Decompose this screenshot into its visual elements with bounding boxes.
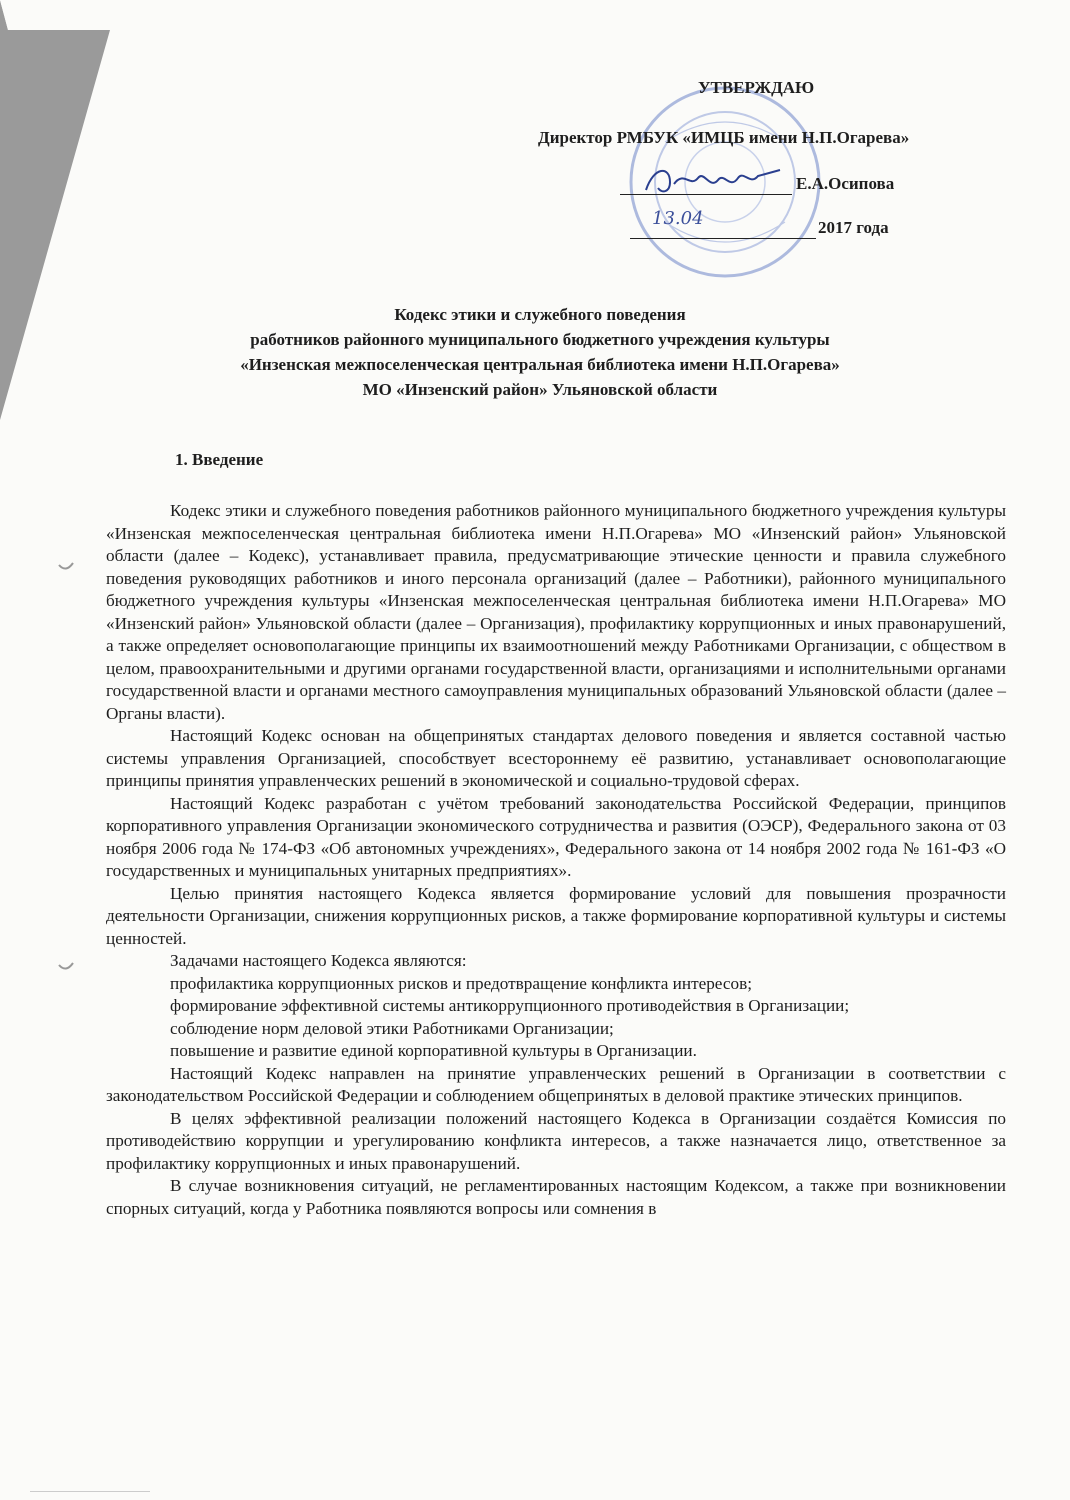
paragraph: В целях эффективной реализации положений настоящего Кодекса в Организации создаётся Комиссия по противодействию коррупции и урегулированию конфликта интересов, а также назначается лицо, ответственное за профилактику коррупционных и иных правонарушений. bbox=[106, 1108, 1006, 1173]
task-item: соблюдение норм деловой этики Работниками Организации; bbox=[170, 1018, 614, 1038]
handwritten-date: 13.04 bbox=[652, 208, 704, 229]
section-body bbox=[106, 500, 1006, 1220]
paragraph: Настоящий Кодекс разработан с учётом требований законодательства Российской Федерации, принципов корпоративного управления Организации экономического сотрудничества и развития (ОЭСР), Федерального закона от 03 ноября 2006 года № 174-ФЗ «Об автономных учреждениях», Федерального закона от 14 ноября 2002 года № 161-ФЗ «О государственных и муниципальных унитарных предприятиях». bbox=[106, 793, 1006, 880]
date-line bbox=[630, 238, 816, 239]
task-item: профилактика коррупционных рисков и предотвращение конфликта интересов; bbox=[170, 973, 752, 993]
title-line: «Инзенская межпоселенческая центральная библиотека имени Н.П.Огарева» bbox=[240, 355, 840, 374]
paragraph: Задачами настоящего Кодекса являются: bbox=[170, 951, 467, 970]
approval-position: Директор РМБУК «ИМЦБ имени Н.П.Огарева» bbox=[538, 128, 910, 147]
approval-year: 2017 года bbox=[818, 218, 889, 237]
paragraph: В случае возникновения ситуаций, не регламентированных настоящим Кодексом, а также при возникновении спорных ситуаций, когда у Работника появляются вопросы или сомнения в bbox=[106, 1176, 1006, 1218]
approval-heading: УТВЕРЖДАЮ bbox=[698, 78, 815, 97]
paragraph: Настоящий Кодекс направлен на принятие управленческих решений в Организации в соответствии с законодательством Российской Федерации и соблюдением общепринятых в деловой практике этических принципов. bbox=[106, 1063, 1006, 1105]
title-line: Кодекс этики и служебного поведения bbox=[394, 305, 686, 324]
scan-shadow-edge bbox=[0, 0, 110, 420]
punch-hole-mark bbox=[58, 962, 74, 972]
title-line: работников районного муниципального бюджетного учреждения культуры bbox=[250, 330, 830, 349]
punch-hole-mark bbox=[58, 562, 74, 572]
handwritten-signature bbox=[640, 160, 790, 200]
approval-name: Е.А.Осипова bbox=[796, 174, 895, 193]
title-line: МО «Инзенский район» Ульяновской области bbox=[362, 380, 718, 399]
document-title bbox=[100, 302, 980, 402]
paragraph: Целью принятия настоящего Кодекса является формирование условий для повышения прозрачности деятельности Организации, снижения коррупционных рисков, а также формирование корпоративной культуры и системы ценностей. bbox=[106, 883, 1006, 948]
paragraph: Кодекс этики и служебного поведения работников районного муниципального бюджетного учреждения культуры «Инзенская межпоселенческая центральная библиотека имени Н.П.Огарева» МО «Инзенский район» Ульяновской области (далее – Кодекс), устанавливает правила, предусматривающие этические ценности и правила служебного поведения руководящих работников и иного персонала организаций (далее – Работники), районного муниципального бюджетного учреждения культуры «Инзенская межпоселенческая центральная библиотека имени Н.П.Огарева» МО «Инзенский район» Ульяновской области (далее – Организация), профилактику коррупционных и иных правонарушений, а также определяет основополагающие принципы их взаимоотношений между Работниками Организации, с обществом в целом, правоохранительными и другими органами государственной власти, организациями и исполнительными органами государственной власти и органами местного самоуправления муниципальных образований Ульяновской области (далее – Органы власти). bbox=[106, 501, 1006, 723]
task-item: формирование эффективной системы антикоррупционного противодействия в Организации; bbox=[170, 996, 850, 1015]
task-item: повышение и развитие единой корпоративной культуры в Организации. bbox=[170, 1041, 697, 1060]
paragraph: Настоящий Кодекс основан на общепринятых стандартах делового поведения и является составной частью системы управления Организацией, способствует всестороннему её развитию, устанавливает основополагающие принципы принятия управленческих решений в экономической и социально-трудовой сферах. bbox=[106, 726, 1006, 790]
scan-bottom-mark bbox=[30, 1491, 150, 1492]
section-heading: 1. Введение bbox=[175, 450, 264, 469]
